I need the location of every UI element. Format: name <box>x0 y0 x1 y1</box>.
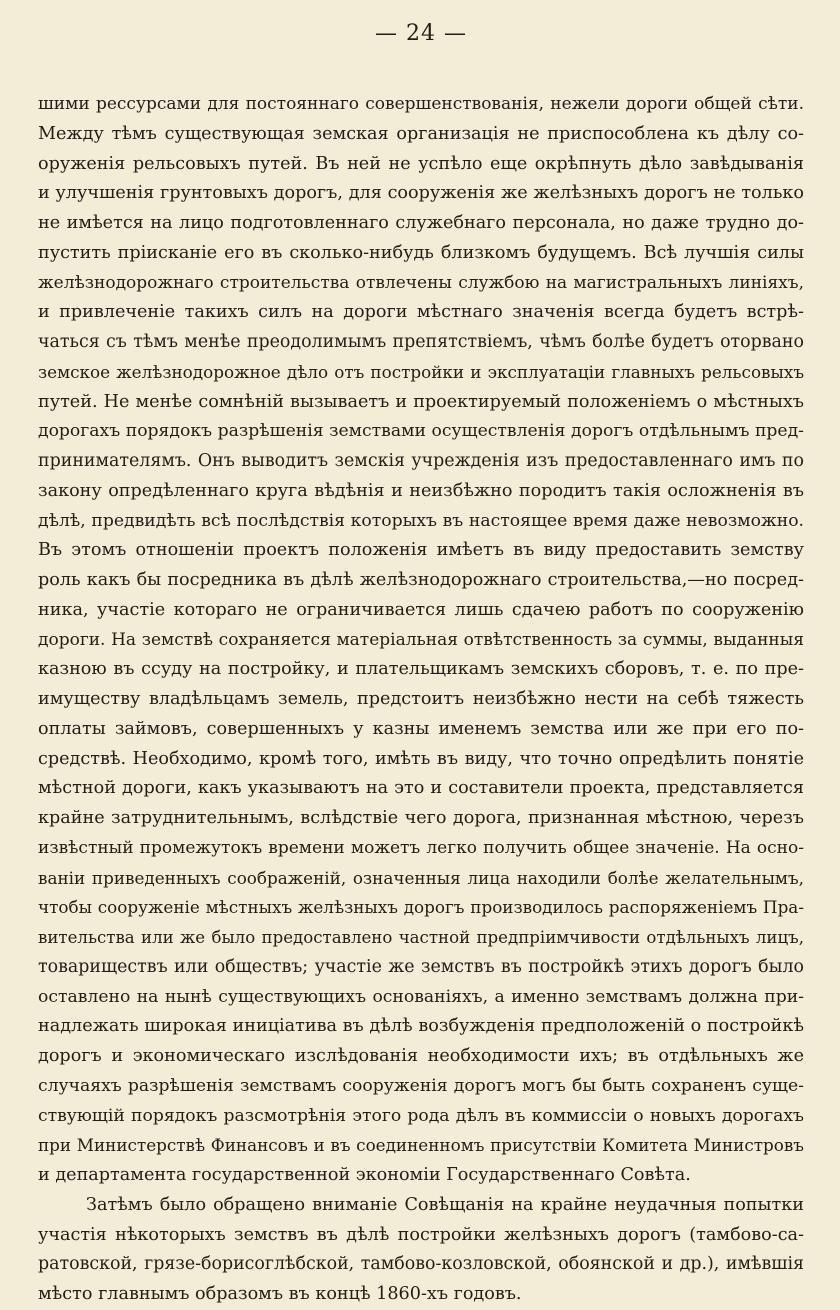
text-line: и департамента государственной экономіи Государственнаго Совѣта. <box>38 1165 691 1185</box>
text-line: оплаты займовъ, совершенныхъ у казны именемъ земства или же при его по- <box>38 718 804 739</box>
page-number: — 24 — <box>375 21 467 46</box>
text-line: чтобы сооруженіе мѣстныхъ желѣзныхъ дорогъ производилось распоряженіемъ Пра- <box>38 897 804 918</box>
text-line: Въ этомъ отношеніи проектъ положенія имѣетъ въ виду предоставить земству <box>38 540 804 561</box>
text-line: крайне затруднительнымъ, вслѣдствіе чего дорога, признанная мѣстною, черезъ <box>38 808 804 828</box>
text-line: желѣзнодорожнаго строительства отвлечены службою на магистральныхъ линіяхъ, <box>38 272 804 293</box>
text-line: дорогахъ порядокъ разрѣшенія земствами осуществленія дорогъ отдѣльнымъ пред- <box>38 421 804 442</box>
text-line: Между тѣмъ существующая земская организація не приспособлена къ дѣлу со- <box>38 123 804 144</box>
text-line: дѣлѣ, предвидѣть всѣ послѣдствія которыхъ въ настоящее время даже невозможно. <box>38 510 804 531</box>
text-line: мѣстной дороги, какъ указываютъ на это и составители проекта, представляется <box>38 778 804 799</box>
text-line: дороги. На земствѣ сохраняется матеріальная отвѣтственность за суммы, выданныя <box>38 629 804 650</box>
text-line: товариществъ или обществъ; участіе же земствъ въ постройкѣ этихъ дорогъ было <box>38 956 804 977</box>
text-line: и улучшенія грунтовыхъ дорогъ, для сооруженія же желѣзныхъ дорогъ не только <box>38 183 804 204</box>
text-line: не имѣется на лицо подготовленнаго служебнаго персонала, но даже трудно до- <box>38 213 804 233</box>
text-line: роль какъ бы посредника въ дѣлѣ желѣзнодорожнаго строительства,—но посред- <box>38 570 804 590</box>
text-line: путей. Не менѣе сомнѣній вызываетъ и проектируемый положеніемъ о мѣстныхъ <box>38 391 804 412</box>
text-line: пустить пріисканіе его въ сколько-нибудь близкомъ будущемъ. Всѣ лучшія силы <box>38 242 804 263</box>
text-line: Затѣмъ было обращено вниманіе Совѣщанія на крайне неудачныя попытки <box>86 1194 804 1215</box>
text-line: оруженія рельсовыхъ путей. Въ ней не успѣло еще окрѣпнуть дѣло завѣдыванія <box>38 153 804 174</box>
body-text <box>38 90 804 1310</box>
text-line: случаяхъ разрѣшенія земствамъ сооруженія дорогъ могъ бы быть сохраненъ суще- <box>38 1075 804 1096</box>
text-line: имуществу владѣльцамъ земель, предстоитъ неизбѣжно нести на себѣ тяжесть <box>38 689 804 709</box>
document-page <box>38 18 804 1310</box>
text-line: надлежать широкая иниціатива въ дѣлѣ возбужденія предположеній о постройкѣ <box>38 1016 804 1037</box>
text-line: дорогъ и экономическаго изслѣдованія необходимости ихъ; въ отдѣльныхъ же <box>38 1046 804 1066</box>
text-line: извѣстный промежутокъ времени можетъ легко получить общее значеніе. На осно- <box>38 837 804 858</box>
text-line: ваніи приведенныхъ соображеній, означенныя лица находили болѣе желательнымъ, <box>38 867 804 888</box>
text-line: и привлеченіе такихъ силъ на дороги мѣстнаго значенія всегда будетъ встрѣ- <box>38 302 804 323</box>
text-line: оставлено на нынѣ существующихъ основаніяхъ, а именно земствамъ должна при- <box>38 986 804 1007</box>
text-line: закону опредѣленнаго круга вѣдѣнія и неизбѣжно породитъ такія осложненія въ <box>38 480 804 501</box>
text-line: при Министерствѣ Финансовъ и въ соединенномъ присутствіи Комитета Министровъ <box>38 1135 804 1156</box>
text-line: ствующій порядокъ разсмотрѣнія этого рода дѣлъ въ коммиссіи о новыхъ дорогахъ <box>38 1105 804 1126</box>
text-line: вительства или же было предоставлено частной предпріимчивости отдѣльныхъ лицъ, <box>38 928 804 947</box>
text-line: земское желѣзнодорожное дѣло отъ постройки и эксплуатаціи главныхъ рельсовыхъ <box>38 361 804 382</box>
text-line: средствѣ. Необходимо, кромѣ того, имѣть въ виду, что точно опредѣлить понятіе <box>38 748 804 769</box>
text-line: принимателямъ. Онъ выводитъ земскія учрежденія изъ предоставленнаго имъ по <box>38 451 804 471</box>
text-line: шими рессурсами для постояннаго совершенствованія, нежели дороги общей сѣти. <box>38 94 804 114</box>
text-line: ратовской, грязе-борисоглѣбской, тамбово-козловской, обоянской и др.), имѣвшія <box>38 1254 804 1275</box>
text-line: чаться съ тѣмъ менѣе преодолимымъ препятствіемъ, чѣмъ болѣе будетъ оторвано <box>38 332 804 352</box>
text-line: мѣсто главнымъ образомъ въ концѣ 1860-хъ годовъ. <box>38 1284 522 1304</box>
text-line: казною въ ссуду на постройку, и плательщикамъ земскихъ сборовъ, т. е. по пре- <box>38 659 804 680</box>
text-line: ника, участіе котораго не ограничивается лишь сдачею работъ по сооруженію <box>38 599 804 620</box>
text-line: участія нѣкоторыхъ земствъ въ дѣлѣ постройки желѣзныхъ дорогъ (тамбово-са- <box>38 1224 804 1245</box>
